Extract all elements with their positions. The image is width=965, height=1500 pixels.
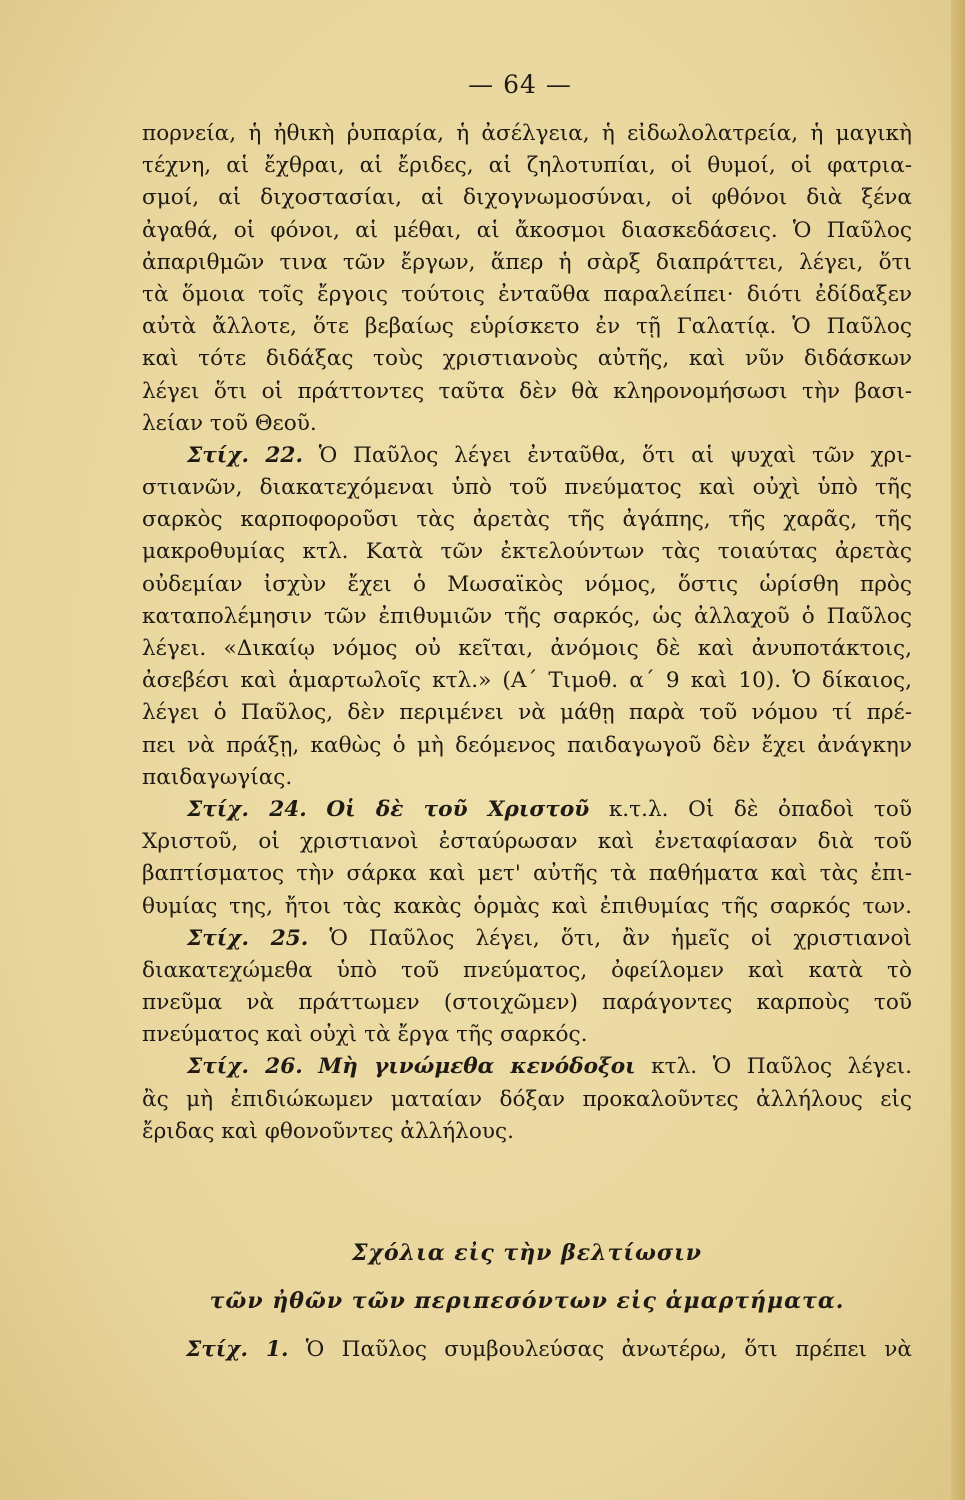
text-line: τὰ ὅμοια τοῖς ἔργοις τούτοις ἐνταῦθα παραλείπει· διότι ἐδίδαξεν [142, 281, 912, 307]
verse-ref: Στίχ. 22. [187, 442, 303, 468]
text-line: ἀπαριθμῶν τινα τῶν ἔργων, ἅπερ ἡ σὰρξ διαπράττει, λέγει, ὅτι [142, 249, 912, 275]
text-line: λέγει ὅτι οἱ πράττοντες ταῦτα δὲν θὰ κληρονομήσωσι τὴν βασι- [142, 378, 912, 404]
text-line: διακατεχώμεθα ὑπὸ τοῦ πνεύματος, ὀφείλομεν καὶ κατὰ τὸ [142, 957, 912, 983]
text-line: βαπτίσματος τὴν σάρκα καὶ μετ' αὐτῆς τὰ παθήματα καὶ τὰς ἐπι- [142, 861, 912, 887]
text-line: ἂς μὴ ἐπιδιώκωμεν ματαίαν δόξαν προκαλοῦντες ἀλλήλους εἰς [142, 1086, 912, 1112]
verse-text: Ὁ Παῦλος λέγει ἐνταῦθα, ὅτι αἱ ψυχαὶ τῶν χρι- [318, 442, 912, 468]
text-line: σμοί, αἱ διχοστασίαι, αἱ διχογνωμοσύναι, οἱ φθόνοι διὰ ξένα [142, 185, 912, 211]
verse-line [142, 794, 912, 826]
text-line: παιδαγωγίας. [142, 764, 293, 790]
text-line: πει νὰ πράξῃ, καθὼς ὁ μὴ δεόμενος παιδαγωγοῦ δὲν ἔχει ἀνάγκην [142, 732, 912, 758]
text-line: καὶ τότε διδάξας τοὺς χριστιανοὺς αὐτῆς, καὶ νῦν διδάσκων [142, 346, 912, 372]
page-edge [951, 0, 965, 1500]
text-line: ἀσεβέσι καὶ ἁμαρτωλοῖς κτλ.» (Α΄ Τιμοθ. α΄ 9 καὶ 10). Ὁ δίκαιος, [142, 668, 912, 694]
text-line: θυμίας της, ἤτοι τὰς κακὰς ὁρμὰς καὶ ἐπιθυμίας τῆς σαρκός των. [142, 893, 912, 919]
text-line: ἔριδας καὶ φθονοῦντες ἀλλήλους. [142, 1118, 514, 1144]
verse-line [142, 923, 912, 955]
verse-text: Ὁ Παῦλος λέγει, ὅτι, ἂν ἡμεῖς οἱ χριστιανοὶ [329, 925, 912, 951]
verse-quote: Οἱ δὲ τοῦ Χριστοῦ [326, 796, 590, 822]
final-verse-line [186, 1334, 912, 1366]
text-line: καταπολέμησιν τῶν ἐπιθυμιῶν τῆς σαρκός, ὡς ἀλλαχοῦ ὁ Παῦλος [142, 603, 912, 629]
verse-text: κ.τ.λ. Οἱ δὲ ὀπαδοὶ τοῦ [608, 796, 912, 822]
text-line: αὐτὰ ἄλλοτε, ὅτε βεβαίως εὑρίσκετο ἐν τῇ Γαλατίᾳ. Ὁ Παῦλος [142, 314, 912, 340]
verse-line [142, 440, 912, 472]
section-heading-line-1: Σχόλια εἰς τὴν βελτίωσιν [351, 1240, 703, 1266]
text-line: πορνεία, ἡ ἠθικὴ ῥυπαρία, ἡ ἀσέλγεια, ἡ εἰδωλολατρεία, ἡ μαγικὴ [142, 121, 912, 146]
body-text [142, 118, 912, 1148]
section-heading-line-2: τῶν ἠθῶν τῶν περιπεσόντων εἰς ἁμαρτήματα. [209, 1288, 845, 1314]
verse-ref: Στίχ. 1. [186, 1337, 289, 1362]
page-number: — 64 — [468, 70, 572, 99]
text-line: στιανῶν, διακατεχόμεναι ὑπὸ τοῦ πνεύματος καὶ οὐχὶ ὑπὸ τῆς [142, 475, 912, 501]
text-line: ἀγαθά, οἱ φόνοι, αἱ μέθαι, αἱ ἄκοσμοι διασκεδάσεις. Ὁ Παῦλος [142, 217, 912, 243]
verse-line [142, 1051, 912, 1083]
text-line: λέγει. «Δικαίῳ νόμος οὐ κεῖται, ἀνόμοις δὲ καὶ ἀνυποτάκτοις, [142, 636, 912, 661]
text-line: λείαν τοῦ Θεοῦ. [142, 410, 317, 436]
text-line: σαρκὸς καρποφοροῦσι τὰς ἀρετὰς τῆς ἀγάπης, τῆς χαρᾶς, τῆς [142, 507, 912, 533]
verse-text: Ὁ Παῦλος συμβουλεύσας ἀνωτέρω, ὅτι πρέπει νὰ [305, 1337, 912, 1362]
verse-quote: Μὴ γινώμεθα κενόδοξοι [318, 1054, 636, 1080]
verse-ref: Στίχ. 24. [187, 796, 307, 822]
verse-text: κτλ. Ὁ Παῦλος λέγει. [651, 1054, 912, 1080]
text-line: πνεύματος καὶ οὐχὶ τὰ ἔργα τῆς σαρκός. [142, 1022, 588, 1048]
verse-ref: Στίχ. 25. [187, 925, 309, 951]
text-line: οὐδεμίαν ἰσχὺν ἔχει ὁ Μωσαϊκὸς νόμος, ὅστις ὡρίσθη πρὸς [142, 571, 912, 597]
text-line: λέγει ὁ Παῦλος, δὲν περιμένει νὰ μάθῃ παρὰ τοῦ νόμου τί πρέ- [142, 700, 912, 726]
text-line: μακροθυμίας κτλ. Κατὰ τῶν ἐκτελούντων τὰς τοιαύτας ἀρετὰς [142, 539, 912, 565]
verse-ref: Στίχ. 26. [187, 1054, 303, 1080]
text-line: τέχνη, αἱ ἔχθραι, αἱ ἔριδες, αἱ ζηλοτυπίαι, οἱ θυμοί, οἱ φατρια- [142, 153, 912, 179]
text-line: Χριστοῦ, οἱ χριστιανοὶ ἐσταύρωσαν καὶ ἐνεταφίασαν διὰ τοῦ [142, 829, 912, 855]
text-line: πνεῦμα νὰ πράττωμεν (στοιχῶμεν) παράγοντες καρποὺς τοῦ [142, 990, 912, 1016]
